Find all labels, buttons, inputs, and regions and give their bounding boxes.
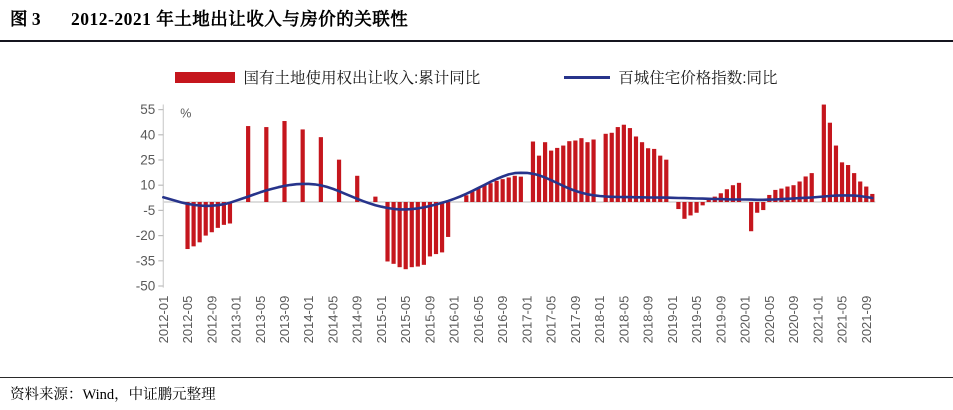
svg-text:2012-05: 2012-05 — [180, 295, 196, 344]
svg-text:25: 25 — [140, 152, 156, 168]
title-divider — [0, 40, 953, 42]
svg-text:2014-01: 2014-01 — [301, 295, 317, 344]
svg-text:-50: -50 — [135, 278, 156, 294]
combo-chart — [0, 55, 953, 370]
svg-text:2021-09: 2021-09 — [858, 295, 874, 344]
svg-text:2019-01: 2019-01 — [664, 295, 680, 344]
svg-text:2012-09: 2012-09 — [204, 295, 220, 344]
bar-series-land-revenue — [185, 105, 874, 270]
footer-divider — [0, 377, 953, 378]
svg-text:2013-05: 2013-05 — [252, 295, 268, 344]
svg-text:2016-01: 2016-01 — [446, 295, 462, 344]
svg-text:40: 40 — [140, 127, 156, 143]
figure-title: 2012-2021 年土地出让收入与房价的关联性 — [71, 9, 409, 29]
y-axis — [136, 102, 164, 293]
line-series-price-index — [163, 173, 872, 210]
svg-text:2018-05: 2018-05 — [616, 295, 632, 344]
svg-text:2021-05: 2021-05 — [834, 295, 850, 344]
svg-text:2018-09: 2018-09 — [640, 295, 656, 344]
svg-text:2016-05: 2016-05 — [470, 295, 486, 344]
svg-text:2017-09: 2017-09 — [567, 295, 583, 344]
svg-text:2012-01: 2012-01 — [155, 295, 171, 344]
legend-label-price-index: 百城住宅价格指数:同比 — [618, 70, 778, 87]
figure-number: 图 3 — [10, 9, 41, 29]
svg-text:2019-05: 2019-05 — [689, 295, 705, 344]
svg-text:-20: -20 — [135, 228, 156, 244]
svg-text:2013-09: 2013-09 — [277, 295, 292, 344]
svg-text:2020-05: 2020-05 — [761, 295, 777, 344]
svg-text:2015-01: 2015-01 — [373, 295, 389, 344]
svg-text:2014-05: 2014-05 — [325, 295, 341, 344]
svg-text:2017-05: 2017-05 — [543, 295, 559, 344]
svg-text:10: 10 — [140, 177, 156, 193]
svg-text:2021-01: 2021-01 — [810, 295, 826, 344]
svg-text:-35: -35 — [135, 253, 156, 269]
svg-text:2015-09: 2015-09 — [422, 295, 438, 344]
svg-text:2013-01: 2013-01 — [228, 295, 244, 344]
legend-label-land-revenue: 国有土地使用权出让收入:累计同比 — [243, 70, 481, 87]
svg-text:2017-01: 2017-01 — [519, 295, 535, 344]
source-note: 资料来源：Wind，中证鹏元整理 — [10, 387, 216, 403]
svg-text:2016-09: 2016-09 — [495, 295, 511, 344]
x-axis-labels — [156, 296, 874, 344]
svg-text:2020-01: 2020-01 — [737, 295, 753, 344]
y-unit-label: % — [180, 106, 192, 121]
svg-text:55: 55 — [140, 102, 156, 118]
svg-text:2014-09: 2014-09 — [349, 295, 365, 344]
svg-text:2019-09: 2019-09 — [713, 295, 729, 344]
chart-canvas — [0, 55, 953, 370]
svg-text:2015-05: 2015-05 — [398, 295, 414, 344]
svg-text:2020-09: 2020-09 — [786, 295, 802, 344]
figure-titlebar — [10, 6, 943, 36]
svg-text:-5: -5 — [143, 202, 156, 218]
svg-text:2018-01: 2018-01 — [592, 295, 608, 344]
